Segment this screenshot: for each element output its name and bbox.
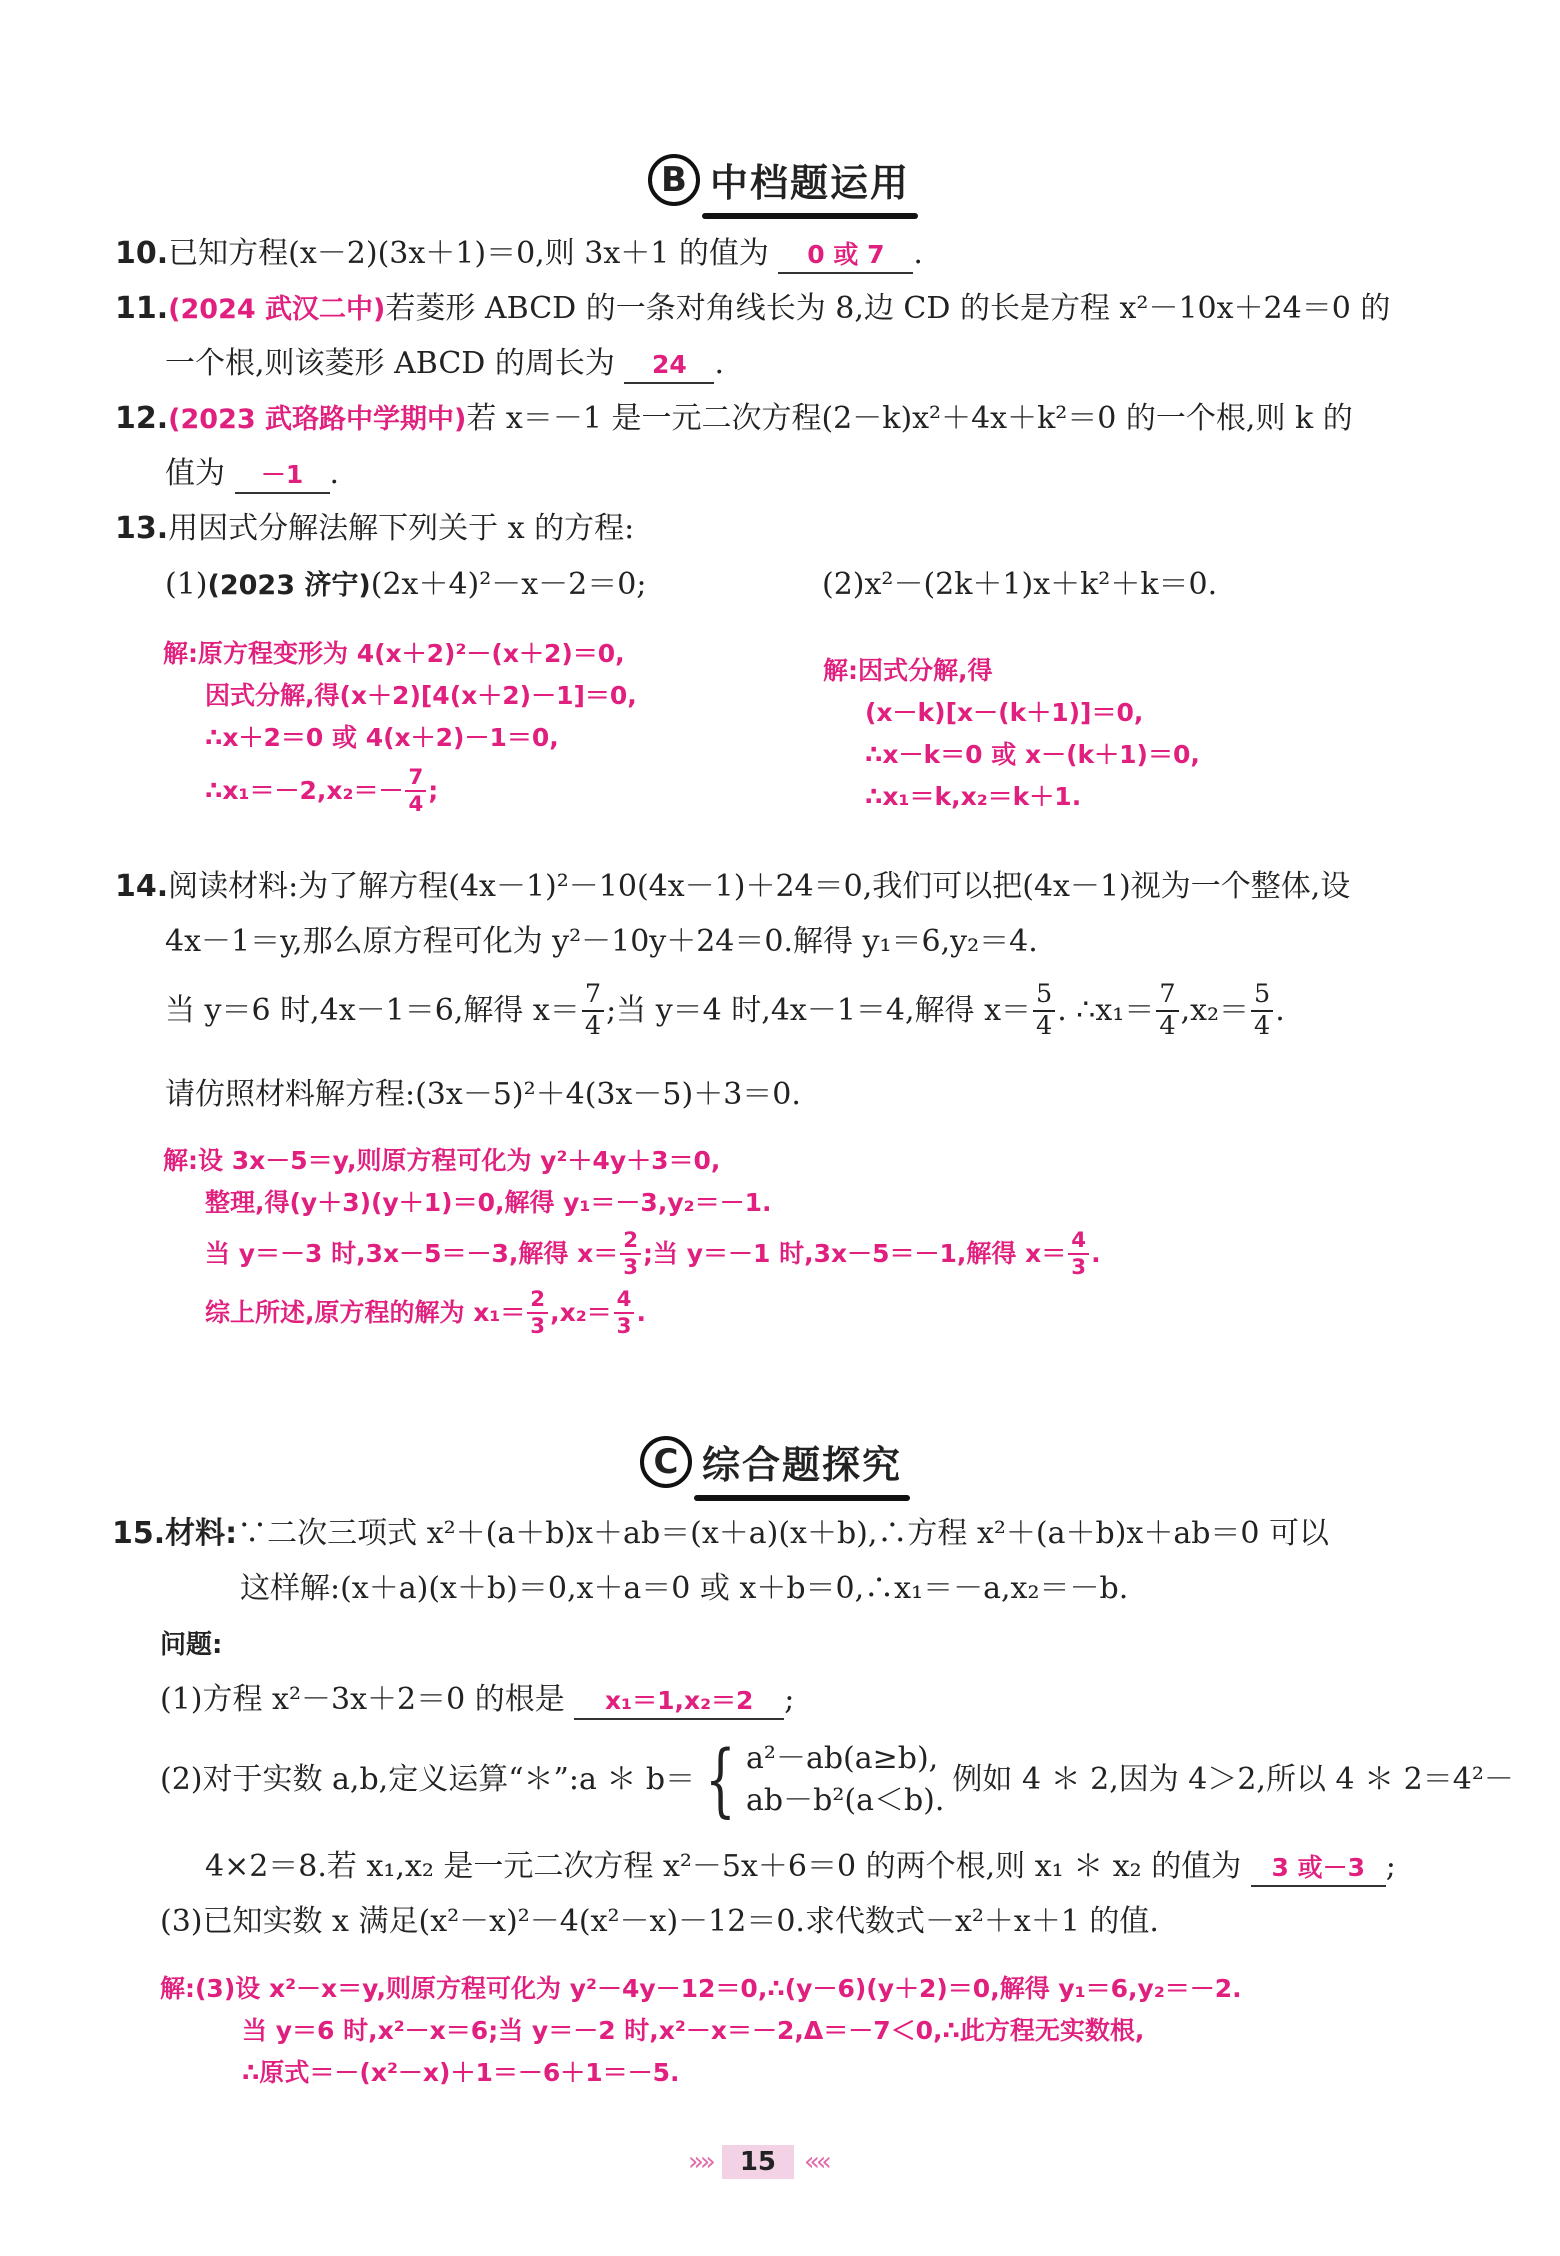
denominator: 3 [1071, 1255, 1087, 1281]
question-11 [115, 287, 1390, 332]
solution-13-1 [163, 633, 637, 816]
fraction [582, 979, 604, 1041]
fraction [620, 1230, 641, 1279]
punct: ; [1385, 1849, 1396, 1884]
question-number: 11. [115, 291, 169, 326]
fraction [1156, 979, 1178, 1041]
punct: . [913, 236, 923, 271]
section-b-header [648, 152, 910, 207]
solution-text: ∴x₁＝－2,x₂＝－ [205, 776, 404, 806]
question-14-line3 [165, 979, 1285, 1041]
question-14-line2 [165, 920, 1038, 964]
question-number: 10. [115, 236, 169, 271]
question-number: 14. [115, 869, 169, 904]
question-13 [115, 507, 634, 551]
question-text: 4×2＝8.若 x₁,x₂ 是一元二次方程 x²－5x＋6＝0 的两个根,则 x₁ ＊ x₂ 的值为 [205, 1849, 1242, 1884]
question-source: (2023 济宁) [207, 570, 371, 601]
solution-14 [163, 1140, 1101, 1337]
solution-line: 解:(3)设 x²－x＝y,则原方程可化为 y²－4y－12＝0,∴(y－6)(y＋2)＝0,解得 y₁＝6,y₂＝－2. [160, 1974, 1242, 2003]
question-text: ∵二次三项式 x²＋(a＋b)x＋ab＝(x＋a)(x＋b),∴方程 x²＋(a＋b)x＋ab＝0 可以 [237, 1516, 1330, 1551]
punct: . [1275, 992, 1285, 1028]
page-footer [688, 2145, 828, 2179]
fraction [1251, 979, 1273, 1041]
question-12 [115, 397, 1353, 442]
solution-line [163, 1230, 1101, 1279]
fraction [1033, 979, 1055, 1041]
punct: ; [428, 776, 439, 806]
solution-line: ∴x₁＝k,x₂＝k＋1. [865, 782, 1082, 811]
solution-line: 解:设 3x－5＝y,则原方程可化为 y²＋4y＋3＝0, [163, 1146, 721, 1175]
equation: (2)x²－(2k＋1)x＋k²＋k＝0. [822, 567, 1218, 602]
answer-blank: x₁＝1,x₂＝2 [574, 1684, 784, 1720]
answer-blank: 0 或 7 [778, 238, 913, 274]
question-13-part-2 [822, 563, 1217, 607]
part-label: (1) [165, 567, 208, 602]
solution-text: ,x₂＝ [550, 1297, 612, 1327]
question-text: 值为 [165, 456, 225, 491]
question-14-line4 [165, 1073, 801, 1117]
solution-line: (x－k)[x－(k＋1)]＝0, [865, 698, 1144, 727]
punct: ; [784, 1682, 795, 1717]
solution-line: 整理,得(y＋3)(y＋1)＝0,解得 y₁＝－3,y₂＝－1. [205, 1188, 772, 1217]
question-text: 阅读材料:为了解方程(4x－1)²－10(4x－1)＋24＝0,我们可以把(4x－1)视为一个整体,设 [168, 869, 1351, 904]
question-number: 12. [115, 401, 169, 436]
equation: (2x＋4)²－x－2＝0; [370, 567, 647, 602]
numerator: 5 [1033, 982, 1055, 1012]
numerator: 7 [582, 982, 604, 1012]
denominator: 3 [530, 1313, 546, 1339]
denominator: 4 [584, 1010, 602, 1041]
fraction [614, 1286, 635, 1339]
section-c-header [640, 1434, 902, 1489]
case-line: ab－b²(a＜b). [746, 1783, 945, 1818]
solution-line: ∴x－k＝0 或 x－(k＋1)＝0, [865, 740, 1200, 769]
numerator: 4 [1068, 1230, 1089, 1255]
punct: . [1091, 1239, 1101, 1269]
question-text: 用因式分解法解下列关于 x 的方程: [168, 511, 635, 546]
question-text: ;当 y＝4 时,4x－1＝4,解得 x＝ [606, 992, 1031, 1028]
solution-text: ;当 y＝－1 时,3x－5＝－1,解得 x＝ [643, 1239, 1067, 1269]
solution-line: ∴原式＝－(x²－x)＋1＝－6＋1＝－5. [242, 2058, 680, 2087]
denominator: 4 [1035, 1010, 1053, 1041]
material-label: 材料: [165, 1516, 238, 1551]
solution-line: ∴x＋2＝0 或 4(x＋2)－1＝0, [205, 723, 559, 752]
piecewise-cases [746, 1738, 944, 1822]
numerator: 5 [1251, 982, 1273, 1012]
numerator: 2 [620, 1230, 641, 1255]
answer-blank: －1 [235, 458, 330, 494]
punct: . [714, 346, 724, 381]
question-text: 若菱形 ABCD 的一条对角线长为 8,边 CD 的长是方程 x²－10x＋24＝0 的 [385, 291, 1391, 326]
solution-text: 综上所述,原方程的解为 x₁＝ [205, 1297, 526, 1327]
question-number: 15. [112, 1516, 166, 1551]
section-b-badge: B [648, 154, 700, 206]
solution-line [163, 767, 637, 816]
case-line: a²－ab(a≥b), [746, 1741, 939, 1776]
denominator: 4 [408, 792, 424, 818]
page-number: 15 [722, 2145, 794, 2179]
denominator: 3 [623, 1255, 639, 1281]
fraction [527, 1286, 548, 1339]
question-text: (3)已知实数 x 满足(x²－x)²－4(x²－x)－12＝0.求代数式－x²＋x＋1 的值. [160, 1904, 1159, 1939]
question-source: (2023 武珞路中学期中) [168, 404, 467, 435]
question-14 [115, 865, 1350, 909]
fraction [405, 767, 426, 816]
question-15 [112, 1512, 1329, 1556]
chevron-left-icon: «« [804, 2147, 828, 2177]
solution-line: 解:原方程变形为 4(x＋2)²－(x＋2)＝0, [163, 639, 625, 668]
section-b-title: 中档题运用 [710, 152, 910, 207]
denominator: 4 [1254, 1010, 1271, 1041]
solution-line: 因式分解,得(x＋2)[4(x＋2)－1]＝0, [205, 681, 637, 710]
question-label: 问题: [160, 1630, 223, 1660]
question-text: 例如 4 ＊ 2,因为 4＞2,所以 4 ＊ 2＝4²－ [952, 1762, 1514, 1797]
solution-line: 解:因式分解,得 [823, 656, 993, 685]
solution-line: 当 y＝6 时,x²－x＝6;当 y＝－2 时,x²－x＝－2,Δ＝－7＜0,∴此方程无实数根, [242, 2016, 1145, 2045]
question-text: . ∴x₁＝ [1057, 992, 1155, 1028]
solution-line [163, 1286, 1101, 1339]
solution-13-2 [823, 650, 1200, 818]
numerator: 7 [1156, 982, 1178, 1012]
question-10 [115, 232, 923, 276]
question-15-line2 [240, 1567, 1128, 1611]
denominator: 4 [1159, 1010, 1176, 1041]
question-source: (2024 武汉二中) [168, 294, 386, 325]
section-c-title: 综合题探究 [702, 1434, 902, 1489]
answer-blank: 3 或－3 [1251, 1851, 1386, 1887]
question-text: 这样解:(x＋a)(x＋b)＝0,x＋a＝0 或 x＋b＝0,∴x₁＝－a,x₂＝－b. [240, 1571, 1129, 1606]
question-text: (2)对于实数 a,b,定义运算“＊”:a ＊ b＝ [160, 1762, 696, 1797]
question-text: 若 x＝－1 是一元二次方程(2－k)x²＋4x＋k²＝0 的一个根,则 k 的 [466, 401, 1353, 436]
question-13-part-1 [165, 563, 646, 608]
numerator: 4 [614, 1289, 635, 1314]
numerator: 2 [527, 1289, 548, 1314]
answer-blank: 24 [624, 348, 714, 384]
section-c-badge: C [640, 1436, 692, 1488]
denominator: 3 [616, 1313, 632, 1339]
question-15-part-2-cont [205, 1845, 1396, 1889]
punct: . [636, 1297, 646, 1327]
chevron-right-icon: »» [688, 2147, 712, 2177]
question-text: (1)方程 x²－3x＋2＝0 的根是 [160, 1682, 565, 1717]
question-text: 一个根,则该菱形 ABCD 的周长为 [165, 346, 615, 381]
fraction [1068, 1230, 1089, 1279]
question-text: 4x－1＝y,那么原方程可化为 y²－10y＋24＝0.解得 y₁＝6,y₂＝4. [165, 924, 1038, 959]
solution-text: 当 y＝－3 时,3x－5＝－3,解得 x＝ [205, 1239, 619, 1269]
punct: . [329, 456, 340, 491]
question-11-cont [165, 342, 724, 386]
question-text: 当 y＝6 时,4x－1＝6,解得 x＝ [165, 992, 580, 1028]
question-text: ,x₂＝ [1180, 992, 1250, 1028]
brace-symbol: { [705, 1733, 736, 1826]
question-12-cont [165, 452, 339, 496]
numerator: 7 [405, 767, 426, 792]
question-15-part-2 [160, 1733, 1514, 1826]
question-text: 请仿照材料解方程:(3x－5)²＋4(3x－5)＋3＝0. [165, 1077, 801, 1112]
question-number: 13. [115, 511, 169, 546]
question-15-part-1 [160, 1678, 794, 1722]
question-text: 已知方程(x－2)(3x＋1)＝0,则 3x＋1 的值为 [168, 236, 769, 271]
question-15-part-3 [160, 1900, 1159, 1944]
solution-15 [160, 1968, 1242, 2094]
